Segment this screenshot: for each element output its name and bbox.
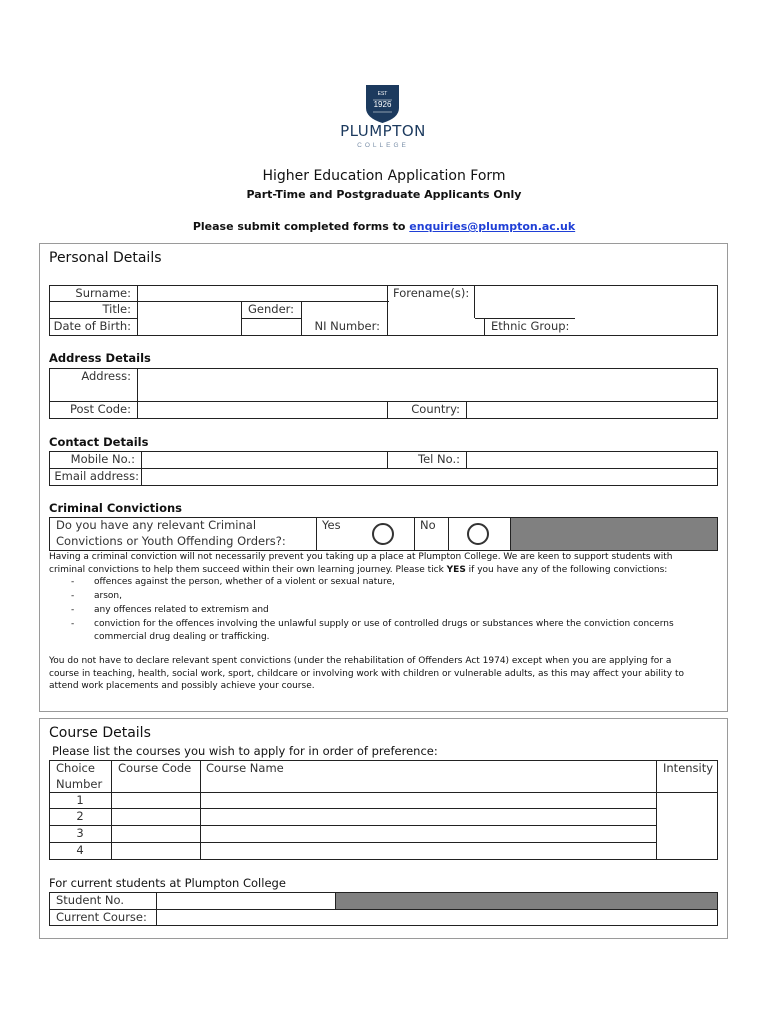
col-intensity: Intensity bbox=[663, 761, 714, 775]
col-course-name: Course Name bbox=[206, 761, 284, 775]
criminal-shaded-cell bbox=[511, 518, 717, 550]
course-details-title: Course Details bbox=[49, 725, 151, 741]
criminal-info-paragraph: Having a criminal conviction will not necessarily prevent you taking up a place at Plumpton College. We are keen to support students with criminal convictions to help them succeed within their own learning journey. Please tick YES if you have any of the following convictions: bbox=[49, 552, 673, 575]
yes-radio[interactable] bbox=[372, 523, 394, 545]
logo-name: PLUMPTON bbox=[340, 122, 426, 140]
tel-label: Tel No.: bbox=[418, 452, 460, 466]
current-students-heading: For current students at Plumpton College bbox=[49, 876, 286, 890]
spent-convictions-paragraph: You do not have to declare relevant spent convictions (under the rehabilitation of Offenders Act 1974) except when you are applying for a course in teaching, health, social work, sport, childcare or involving work with children or vulnerable adults, as this may affect your ability to attend work placements and possibly achieve your course. bbox=[49, 656, 685, 691]
submit-text: Please submit completed forms to bbox=[192, 220, 410, 233]
logo-year-text: 1926 bbox=[373, 100, 392, 109]
course-code-fields[interactable] bbox=[112, 793, 200, 859]
bullet-dash: - bbox=[71, 577, 75, 587]
student-shaded-cell bbox=[336, 893, 717, 909]
logo-subtitle: COLLEGE bbox=[357, 142, 409, 149]
bullet-dash: - bbox=[71, 605, 75, 615]
choice-number: 2 bbox=[76, 809, 84, 823]
form-subtitle: Part-Time and Postgraduate Applicants Only bbox=[246, 188, 522, 201]
submit-instruction bbox=[0, 220, 768, 233]
email-link[interactable]: enquiries@plumpton.ac.uk bbox=[409, 220, 576, 233]
ethnic-group-field[interactable] bbox=[575, 319, 717, 335]
country-label: Country: bbox=[411, 402, 460, 416]
ni-number-label: NI Number: bbox=[314, 319, 380, 333]
dob-label: Date of Birth: bbox=[53, 319, 131, 333]
country-field[interactable] bbox=[467, 402, 717, 418]
course-name-fields[interactable] bbox=[201, 793, 656, 859]
personal-details-title: Personal Details bbox=[49, 250, 162, 266]
form-title: Higher Education Application Form bbox=[262, 168, 506, 184]
bullet-item: arson, bbox=[94, 591, 122, 601]
bullet-dash: - bbox=[71, 591, 75, 601]
student-no-label: Student No. bbox=[56, 893, 125, 907]
email-label: Email address: bbox=[54, 469, 139, 483]
address-field[interactable] bbox=[138, 369, 717, 401]
forenames-field[interactable] bbox=[475, 286, 717, 318]
choice-number: 4 bbox=[76, 843, 84, 857]
choice-number: 3 bbox=[76, 826, 84, 840]
title-field[interactable] bbox=[138, 302, 241, 318]
mobile-label: Mobile No.: bbox=[70, 452, 135, 466]
intensity-fields[interactable] bbox=[657, 793, 717, 859]
gender-field[interactable] bbox=[242, 319, 301, 335]
ethnic-group-label: Ethnic Group: bbox=[491, 319, 570, 333]
address-label: Address: bbox=[81, 369, 131, 383]
dob-field[interactable] bbox=[138, 319, 241, 335]
criminal-question-line1: Do you have any relevant Criminal bbox=[56, 518, 257, 532]
tel-field[interactable] bbox=[467, 452, 717, 468]
ni-number-field[interactable] bbox=[388, 319, 484, 335]
postcode-field[interactable] bbox=[138, 402, 387, 418]
course-instruction: Please list the courses you wish to apply for in order of preference: bbox=[52, 744, 438, 758]
criminal-convictions-heading: Criminal Convictions bbox=[49, 501, 183, 515]
mobile-field[interactable] bbox=[142, 452, 387, 468]
choice-number: 1 bbox=[76, 793, 84, 807]
bullet-dash: - bbox=[71, 619, 75, 629]
surname-label: Surname: bbox=[75, 286, 131, 300]
col-choice-line2: Number bbox=[56, 777, 103, 791]
student-no-field[interactable] bbox=[157, 893, 335, 909]
email-field[interactable] bbox=[142, 469, 717, 485]
address-details-heading: Address Details bbox=[49, 351, 151, 365]
criminal-question-line2: Convictions or Youth Offending Orders?: bbox=[56, 534, 286, 548]
col-course-code: Course Code bbox=[118, 761, 192, 775]
no-radio[interactable] bbox=[467, 523, 489, 545]
current-course-label: Current Course: bbox=[56, 910, 147, 924]
logo-est-text: EST bbox=[377, 91, 388, 97]
current-course-field[interactable] bbox=[157, 910, 717, 925]
bullet-item: offences against the person, whether of a violent or sexual nature, bbox=[94, 577, 395, 587]
no-label: No bbox=[420, 518, 436, 532]
forenames-label: Forename(s): bbox=[393, 286, 470, 300]
surname-field[interactable] bbox=[138, 286, 387, 301]
title-label: Title: bbox=[102, 302, 131, 316]
bullet-item: any offences related to extremism and bbox=[94, 605, 269, 615]
contact-details-heading: Contact Details bbox=[49, 435, 149, 449]
postcode-label: Post Code: bbox=[69, 402, 131, 416]
bullet-item-continued: commercial drug dealing or trafficking. bbox=[94, 632, 270, 642]
yes-label: Yes bbox=[322, 518, 341, 532]
bullet-item: conviction for the offences involving the unlawful supply or use of controlled drugs or substances where the conviction concerns bbox=[94, 619, 674, 629]
col-choice-line1: Choice bbox=[56, 761, 95, 775]
college-crest-icon bbox=[365, 84, 400, 124]
gender-label: Gender: bbox=[248, 302, 295, 316]
